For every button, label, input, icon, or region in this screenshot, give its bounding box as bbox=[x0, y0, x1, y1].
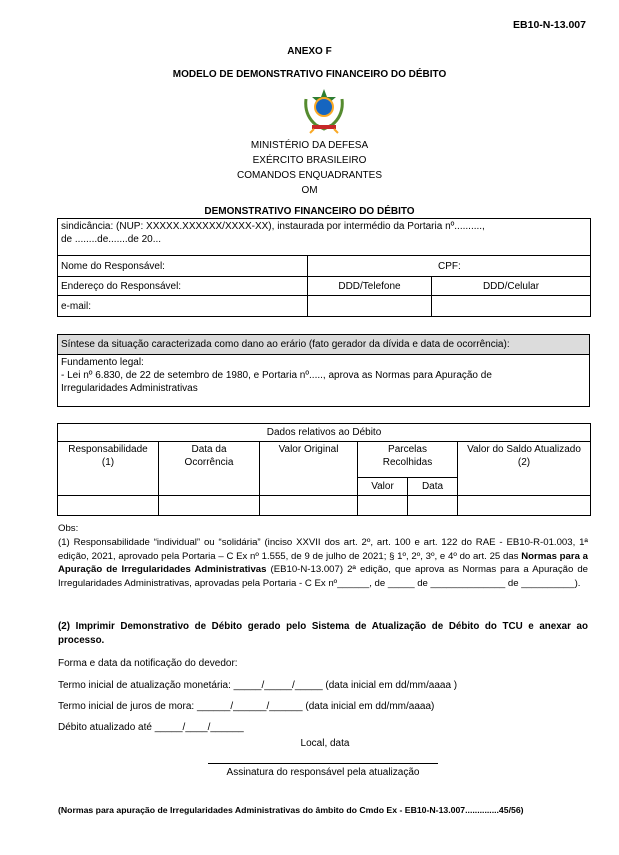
sintese-title: Síntese da situação caracterizada como dano ao erário (fato gerador da dívida e data de ocorrência): bbox=[58, 335, 590, 355]
org-line: MINISTÉRIO DA DEFESA bbox=[250, 140, 369, 151]
table-cell bbox=[408, 496, 458, 516]
model-title: MODELO DE DEMONSTRATIVO FINANCEIRO DO DÉBITO bbox=[172, 69, 447, 80]
organization-block bbox=[0, 138, 619, 198]
col-saldo-atualizado: Valor do Saldo Atualizado (2) bbox=[458, 442, 591, 496]
ddd-celular-label: DDD/Celular bbox=[432, 277, 591, 296]
obs-note-1: (1) Responsabilidade “individual” ou “solidária” (inciso XXVII dos art. 2º, art. 100 e art. 122 do RAE - EB10-R-01.003, 1ª edição, 2021, aprovado pela Portaria – C Ex nº 1.555, de 9 de julho de 2021; § 1º, 2º, 3º, e 4º do art. 25 das Normas para a Apuração de Irregularidades Administrativas (EB10-N-13.007) 2ª edição, que aprova as Normas para a Apuração de Irregularidades Administrativas, aprovadas pela Portaria - C Ex nº______, de _____ de ______________ de __________). bbox=[58, 537, 589, 589]
fundamento-cell bbox=[58, 355, 590, 407]
coat-of-arms-icon bbox=[300, 85, 348, 135]
debito-atualizado: Débito atualizado até _____/____/______ bbox=[58, 722, 244, 733]
annex-title: ANEXO F bbox=[287, 46, 332, 57]
email-label: e-mail: bbox=[58, 296, 308, 317]
sindicancia-cell bbox=[58, 219, 591, 256]
col-parcelas-recolhidas: Parcelas Recolhidas bbox=[358, 442, 458, 478]
termo-monetaria: Termo inicial de atualização monetária: _____/_____/_____ (data inicial em dd/mm/aaaa ) bbox=[58, 680, 458, 691]
col-data-ocorrencia: Data da Ocorrência bbox=[159, 442, 260, 496]
responsible-info-table bbox=[57, 218, 591, 317]
nome-label: Nome do Responsável: bbox=[58, 256, 308, 277]
sub-col-valor: Valor bbox=[358, 478, 408, 496]
col-responsabilidade: Responsabilidade (1) bbox=[58, 442, 159, 496]
table-cell bbox=[458, 496, 591, 516]
sindicancia-line: de ........de.......de 20... bbox=[61, 234, 162, 245]
document-title: DEMONSTRATIVO FINANCEIRO DO DÉBITO bbox=[204, 206, 415, 217]
local-data: Local, data bbox=[300, 738, 350, 749]
table-cell bbox=[159, 496, 260, 516]
table-cell bbox=[58, 496, 159, 516]
email-empty-cell bbox=[308, 296, 432, 317]
endereco-label: Endereço do Responsável: bbox=[58, 277, 308, 296]
signature-caption: Assinatura do responsável pela atualização bbox=[226, 767, 420, 778]
page-footer: (Normas para apuração de Irregularidades Administrativas do âmbito do Cmdo Ex - EB10-N-13.007..............45/56) bbox=[58, 805, 524, 815]
ddd-telefone-label: DDD/Telefone bbox=[308, 277, 432, 296]
cpf-label: CPF: bbox=[308, 256, 591, 277]
sindicancia-line: sindicância: (NUP: XXXXX.XXXXXX/XXXX-XX), instaurada por intermédio da Portaria nº.........., bbox=[61, 221, 485, 232]
normas-reference: Normas para a Apuração de Irregularidades Administrativas bbox=[58, 550, 589, 575]
table-cell bbox=[358, 496, 408, 516]
org-line: COMANDOS ENQUADRANTES bbox=[236, 170, 382, 181]
termo-juros: Termo inicial de juros de mora: ______/______/______ (data inicial em dd/mm/aaaa) bbox=[58, 701, 435, 712]
debito-table bbox=[57, 423, 591, 516]
signature-line bbox=[208, 763, 438, 764]
document-number: EB10-N-13.007 bbox=[513, 19, 586, 31]
obs-label: Obs: bbox=[58, 523, 79, 534]
forma-notificacao: Forma e data da notificação do devedor: bbox=[58, 658, 238, 669]
debito-table-title: Dados relativos ao Débito bbox=[58, 424, 591, 442]
obs-note-2: (2) Imprimir Demonstrativo de Débito gerado pelo Sistema de Atualização de Débito do TCU e anexar ao processo. bbox=[58, 621, 588, 646]
org-line: OM bbox=[301, 185, 318, 196]
email-empty-cell bbox=[432, 296, 591, 317]
fundamento-text: Irregularidades Administrativas bbox=[61, 383, 198, 394]
sub-col-data: Data bbox=[408, 478, 458, 496]
org-line: EXÉRCITO BRASILEIRO bbox=[252, 155, 367, 166]
sintese-table bbox=[57, 334, 590, 407]
table-cell bbox=[260, 496, 358, 516]
fundamento-label: Fundamento legal: bbox=[61, 357, 144, 368]
fundamento-text: - Lei nº 6.830, de 22 de setembro de 1980, e Portaria nº....., aprova as Normas para Apuração de bbox=[61, 370, 492, 381]
col-valor-original: Valor Original bbox=[260, 442, 358, 496]
